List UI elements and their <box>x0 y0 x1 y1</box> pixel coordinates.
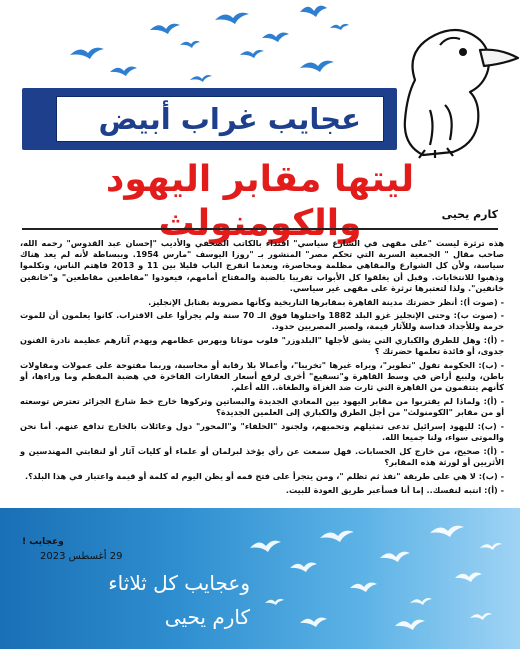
byline <box>22 208 498 230</box>
series-footer <box>20 566 250 634</box>
article-body <box>20 238 504 498</box>
series-schedule: وعجايب كل ثلاثاء <box>108 571 250 595</box>
article-paragraph: - (صوت أ): أنظر حضرتك مدينة القاهرة بمقابرها التاريخية وكأنها مضروبة بقنابل الإنجليز. <box>148 296 504 307</box>
series-author: كارم يحيى <box>164 605 250 629</box>
article-paragraph: - (أ): وهل للطرق والكباري التي يشق لأجلها "البلدوزر" قلوب موتانا ويهرس عظامهم ويهدم آثارهم عظيمة نادرة الفنون جدوى، أو فائدة تعلمها حضرتك ؟ <box>20 335 504 357</box>
article-paragraph: هذه ترثرة ليست "على مقهى في الشارع سياسي" اقتداء بالكاتب الصحفي والأديب "إحسان عبد القدوس" رحمه الله، صاحب مقال " الجمعية السرية التي تحكم مصر" المنشور بـ "روزا اليوسف "مارس 1954. وببساطة لأنه لم يعد هناك سياسة، ولأن كل الشوارع والمقاهي مظلمة ومحاصرة، وبعدما انفرج الباب قليلا بين 11 و 2013 فاهتم الناس، وتكلموا وذهبوا للانتخابات. وقبل أن يغلقوا كل الأبواب تقريبا بالضبة والمفتاح أمامهم، فيعودوا "مقاطعين مقاطعين" و"خانفين خانفين". ولذا لتعتبرها ترثرة على مقهى غير سياسي. <box>20 238 505 293</box>
article-paragraph: - (ب): الحكومة تقول "تطوير"، ويراه غيرها "تخريبا"، وأعمالا بلا رقابة أو محاسبة، وربما مفتوحة على عمولات ومقاولات باطن، ولبيع أراض في وسط القاهرة و"تسقيع" أخرى لرفع أسعار العقارات الفاخرة في هضبة المقطم وما وراءها، أو كأنهم يتتقمون من القاهرة التي ثارت ضد الغزاة والطغاة.. الله أعلم. <box>20 360 504 393</box>
sign-off: وعجايب ! <box>22 537 64 547</box>
article-paragraph: - (أ): صحيح، من خارج كل الحسابات. فهل سمعت عن رأي يؤخذ لبرلمان أو علماء أو كليات آثار أو لنقابتي المهندسين و الأثريين أو لورثة هذه المقابر؟ <box>20 445 504 468</box>
column-title: عجايب غراب أبيض <box>98 102 361 136</box>
article-paragraph: - (ب): لليهود إسرائيل تدعى تمثيلهم وتحميهم، ولجنود "الحلفاء" و"المحور" دول وعائلات بالخارج تدافع عنهم. أما نحن والموتى سواء، ولنا جميعا الله. <box>20 421 504 443</box>
publish-date: 29 أغسطس 2023 <box>40 551 123 562</box>
article-paragraph: - (صوت ب): وحتى الإنجليز غزو البلد 1882 واحتلوها فوق الـ 70 سنة ولم يجرأوا على الاقتراب. كانوا يعلمون أن للموت حرمة وللأجداد قداسة وللآثار قيمة، ولصبر المصريين حدود. <box>20 310 504 332</box>
headline: ليتها مقابر اليهود والكومنولث <box>105 159 415 244</box>
white-crow-icon <box>385 10 520 160</box>
article-paragraph: - (ب): لا هي على طريقة "نفذ ثم تظلم "، ومن يتجرأ على فتح فمه أو يظن اليوم له كلمة أو قيمة واعتبار في هذا البلد؟. <box>25 470 504 481</box>
article-paragraph: - (أ): ولماذا لم يقتربوا من مقابر اليهود بين المعادي الجديدة والبساتين وتركوها خارج خط شارع الجزائر تعترض توسعته أو من مقابر "الكومنولث" من أجل الطرق والكباري إلى العلمين الجديدة؟ <box>20 396 504 418</box>
author-name: كارم يحيى <box>441 208 498 221</box>
column-banner-panel <box>56 96 384 142</box>
article-paragraph: - (أ): انتبه لنفسك.. إما أنا فسأعبر طريق العودة للبيت. <box>285 484 504 495</box>
column-banner <box>22 88 397 150</box>
